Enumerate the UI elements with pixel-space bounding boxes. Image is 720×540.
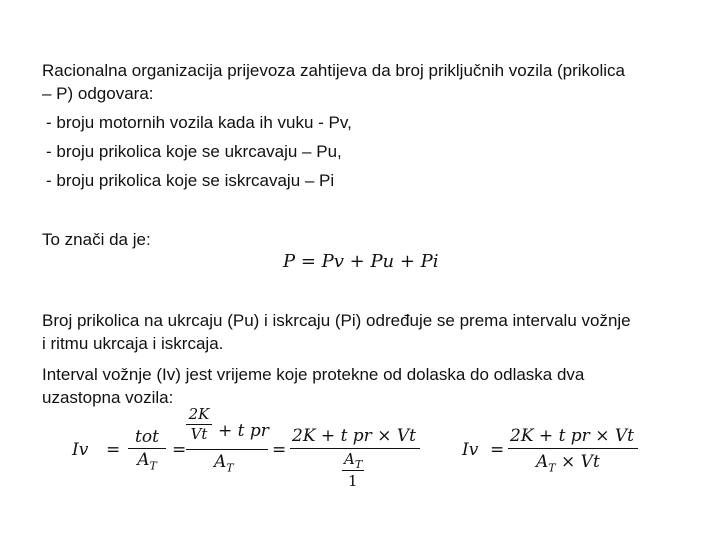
eq-equals-3: =	[272, 440, 287, 460]
eq-lhs-iv: Iv	[72, 440, 89, 460]
eq-f2-inner-den: Vt	[190, 425, 208, 443]
eq-f3-main-bar	[290, 448, 420, 449]
formula-p-sum: P = Pv + Pu + Pi	[283, 251, 439, 272]
bullet-unloading-trailers: - broju prikolica koje se iskrcavaju – Pi	[46, 171, 335, 190]
eq-f2-denominator: $A_T$	[214, 452, 234, 475]
para3-line-2: uzastopna vozila:	[42, 388, 174, 407]
eq-f1-bar	[128, 448, 166, 449]
para2-line-1: Broj prikolica na ukrcaju (Pu) i iskrcaju (Pi) određuje se prema intervalu vožnje	[42, 311, 631, 330]
eq-f2-main-bar	[186, 449, 268, 450]
para2-line-2: i ritmu ukrcaja i iskrcaja.	[42, 334, 224, 353]
eq2-equals: =	[490, 440, 505, 460]
intro-line-1: Racionalna organizacija prijevoza zahtijeva da broj priključnih vozila (prikolica	[42, 61, 626, 80]
para3-line-1: Interval vožnje (Iv) jest vrijeme koje protekne od dolaska do odlaska dva	[42, 365, 585, 384]
eq-f2-plus-tpr: + t pr	[218, 421, 269, 441]
bullet-loading-trailers: - broju prikolica koje se ukrcavaju – Pu,	[46, 142, 342, 161]
bullet-motor-vehicles: - broju motornih vozila kada ih vuku - Pv,	[46, 113, 352, 132]
eq-f3-den-num: $A_T$	[344, 450, 363, 471]
eq-fraction-compound	[186, 406, 268, 486]
eq-f3-den-den: 1	[348, 472, 358, 490]
eq2-bar	[508, 448, 638, 449]
eq2-lhs-iv: Iv	[462, 440, 479, 460]
eq-fraction-tot-over-at	[128, 427, 166, 476]
eq-f1-denominator: $A_T$	[137, 450, 157, 473]
eq-f3-numerator: 2K + t pr × Vt	[292, 426, 416, 446]
eq-equals-2: =	[172, 440, 187, 460]
eq2-numerator: 2K + t pr × Vt	[510, 426, 634, 446]
intro-line-2: – P) odgovara:	[42, 84, 154, 103]
eq-f1-numerator: tot	[135, 427, 159, 447]
eq-f2-inner-fraction	[186, 406, 212, 443]
eq2-fraction	[508, 426, 638, 476]
eq-fraction-expanded	[290, 426, 420, 496]
eq-equals-1: =	[106, 440, 121, 460]
eq-f3-den-bar	[342, 470, 364, 471]
to-znaci-label: To znači da je:	[42, 230, 151, 249]
eq-f2-inner-num: 2K	[188, 405, 210, 423]
eq2-denominator: $A_T \times Vt$	[536, 452, 600, 475]
